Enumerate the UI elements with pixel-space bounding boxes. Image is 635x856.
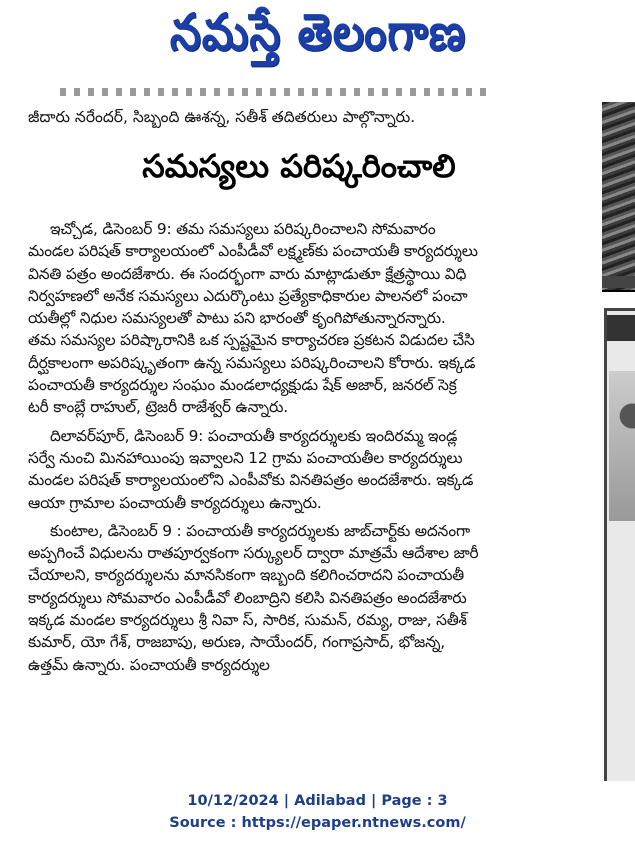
article-paragraph: [28, 425, 590, 514]
text-line: చేయాలని, కార్యదర్శులను మానసికంగా ఇబ్బంది కలిగించరాదని పంచాయతీ: [28, 566, 464, 585]
text-line: నిర్వహణలో అనేక సమస్యలు ఎదుర్కొంటు ప్రత్యేకాధికారుల పాలనలో పంచా: [28, 286, 468, 305]
adjacent-photo: [602, 102, 635, 292]
text-line: ఉత్తమ్ ఉన్నారు. పంచాయతీ కార్యదర్శుల: [28, 655, 270, 674]
text-line: వినతి పత్రం అందజేశారు. ఈ సందర్భంగా వారు మాట్లాడుతూ క్షేత్రస్థాయి విధి: [28, 264, 467, 283]
text-line: తమ సమస్యల పరిష్కారానికి ఒక స్పష్టమైన కార్యాచరణ ప్రకటన విడుదల చేసి: [28, 331, 475, 350]
masthead: [118, 3, 518, 70]
article-paragraph: [28, 218, 590, 419]
text-line: టరీ కాంబ్లే రాహుల్, ట్రెజరీ రాజేశ్వర్ ఉన్నారు.: [28, 398, 288, 417]
text-line: ఇక్కడ మండల కార్యదర్శులు శ్రీ నివా స్, సారిక, సుమన్, రమ్య, రాజు, సతీశ్: [28, 611, 467, 630]
text-line: కుమార్, యో గేశ్, రాజబాపు, అరుణ, సాయేందర్, గంగాప్రసాద్, భోజన్న,: [28, 633, 445, 652]
article-paragraph: [28, 520, 590, 676]
text-line: మండల పరిషత్ కార్యాలయంలోని ఎంపీవోకు వినతిపత్రం అందజేశారు. ఇక్కడ: [28, 471, 474, 490]
article-body: [28, 218, 590, 682]
text-line: మండల పరిషత్ కార్యాలయంలో ఎంపీడీవో లక్ష్మణ్‌కు పంచాయతీ కార్యదర్శులు: [28, 242, 478, 261]
article-headline: సమస్యలు పరిష్కరించాలి: [142, 147, 456, 185]
text-line: సర్వే నుంచి మినహాయింపు ఇవ్వాలని 12 గ్రామ పంచాయతీల కార్యదర్శులు: [28, 448, 463, 467]
text-line: కార్యదర్శులు సోమవారం ఎంపీడీవో లింబాద్రిని కలిసి వినతిపత్రం అందజేశారు: [28, 588, 467, 607]
text-line: ఇచ్చోడ, డిసెంబర్ 9: తమ సమస్యలు పరిష్కరించాలని సోమవారం: [50, 220, 436, 238]
newspaper-logo: నమస్తే తెలంగాణ: [169, 3, 467, 62]
adjacent-photo-caption: [602, 276, 635, 288]
source-link[interactable]: Source : https://epaper.ntnews.com/: [169, 815, 466, 831]
text-line: దీర్ఘకాలంగా అపరిష్కృతంగా ఉన్న సమస్యలు పరిష్కరించాలని కోరారు. ఇక్కడ: [28, 353, 476, 372]
text-line: అప్పగించే విధులను రాతపూర్వకంగా సర్క్యులర్ ద్వారా మాత్రమే ఆదేశాల జారీ: [28, 544, 479, 563]
adjacent-column: [600, 88, 635, 788]
source-footer: [0, 790, 635, 834]
ad-band: [607, 315, 635, 341]
previous-article-tail: జీదారు నరేందర్, సిబ్బంది ఊశన్న, సతీశ్ తదితరులు పాల్గొన్నారు.: [28, 108, 416, 126]
text-line: పంచాయతీ కార్యదర్శుల సంఘం మండలాధ్యక్షుడు షేక్ అజార్, జనరల్ సెక్ర: [28, 376, 457, 395]
edition-info: 10/12/2024 | Adilabad | Page : 3: [187, 793, 448, 809]
text-line: దిలావర్‌పూర్, డిసెంబర్ 9: పంచాయతీ కార్యదర్శులకు ఇందిరమ్మ ఇండ్ల: [50, 426, 458, 445]
clipping-edge: [60, 88, 490, 96]
ad-figure: [609, 371, 635, 521]
text-line: ఆయా గ్రామాల పంచాయతీ కార్యదర్శులు ఉన్నారు.: [28, 493, 322, 512]
text-line: యతీల్లో నిధుల సమస్యలతో పాటు పని భారంతో కృంగిపోతున్నారన్నారు.: [28, 309, 446, 328]
adjacent-ad-image: [604, 308, 635, 781]
news-clipping: [0, 88, 598, 788]
text-line: కుంటాల, డిసెంబర్ 9 : పంచాయతీ కార్యదర్శులకు జాబ్‌చార్ట్‌కు అదనంగా: [50, 521, 470, 540]
